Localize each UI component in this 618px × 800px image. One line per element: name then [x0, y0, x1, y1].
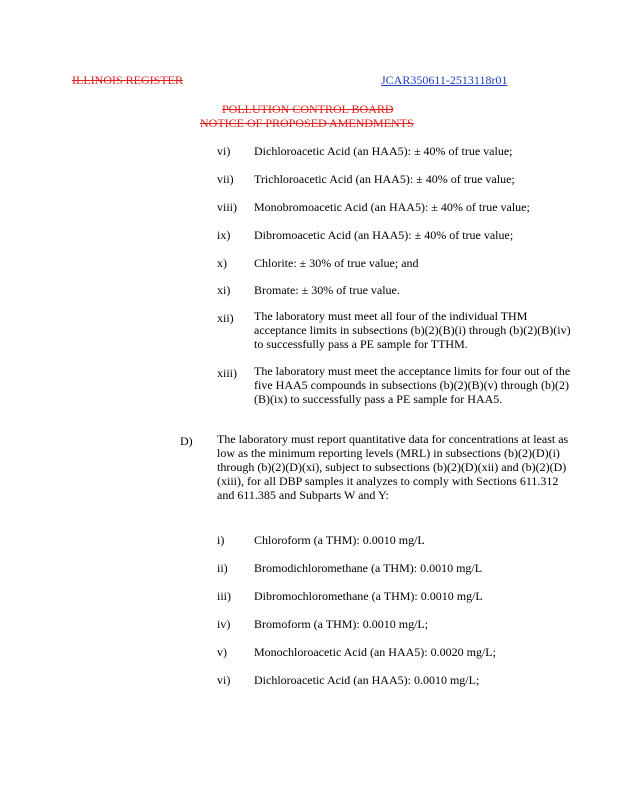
list-item-number: ii) [217, 561, 228, 575]
list-item-number: xi) [217, 283, 231, 297]
list-item-number: iv) [217, 617, 231, 631]
document-code-link[interactable]: JCAR350611-2513118r01 [381, 73, 508, 87]
list-item-number: v) [217, 645, 227, 659]
list-item-number: ix) [217, 228, 231, 242]
list-item-number: vi) [217, 673, 231, 687]
list-item-text: Bromodichloromethane (a THM): 0.0010 mg/L [254, 561, 483, 575]
list-item-text: Trichloroacetic Acid (an HAA5): ± 40% of true value; [254, 172, 515, 186]
list-item-number: vii) [217, 172, 234, 186]
list-item-text: Chloroform (a THM): 0.0010 mg/L [254, 533, 425, 547]
list-item-text: Chlorite: ± 30% of true value; and [254, 256, 419, 270]
list-item-text: Bromate: ± 30% of true value. [254, 283, 400, 297]
section-d-text: The laboratory must report quantitative data for concentrations at least as low as the minimum reporting levels (MRL) in subsections (b)(2)(D)(i) through (b)(2)(D)(xi), subject to subsections (b)(2)(D)(xii) and (b)(2)(D)(xiii), for all DBP samples it analyzes to comply with Sections 611.312 and 611.385 and Subparts W and Y: [217, 432, 569, 502]
notice-title: NOTICE OF PROPOSED AMENDMENTS [200, 116, 414, 130]
list-item-text: Monochloroacetic Acid (an HAA5): 0.0020 mg/L; [254, 645, 496, 659]
list-item-number: viii) [217, 200, 237, 214]
list-item-number: iii) [217, 589, 231, 603]
register-title: ILLINOIS REGISTER [72, 73, 183, 87]
board-title: POLLUTION CONTROL BOARD [222, 102, 394, 116]
list-item-number: xiii) [217, 366, 237, 380]
list-item-text: Dibromochloromethane (a THM): 0.0010 mg/L [254, 589, 483, 603]
list-item-text: Monobromoacetic Acid (an HAA5): ± 40% of true value; [254, 200, 530, 214]
list-item-text: Dichloroacetic Acid (an HAA5): 0.0010 mg/L; [254, 673, 480, 687]
list-item-number: i) [217, 533, 225, 547]
list-item-text: Dibromoacetic Acid (an HAA5): ± 40% of true value; [254, 228, 514, 242]
list-item-text: Bromoform (a THM): 0.0010 mg/L; [254, 617, 429, 631]
list-item-number: x) [217, 256, 227, 270]
list-item-text: Dichloroacetic Acid (an HAA5): ± 40% of true value; [254, 144, 513, 158]
list-item-text: The laboratory must meet the acceptance limits for four out of the five HAA5 compounds in subsections (b)(2)(B)(v) through (b)(2)(B)(ix) to successfully pass a PE sample for HAA5. [254, 364, 571, 406]
list-item-text: The laboratory must meet all four of the individual THM acceptance limits in subsections (b)(2)(B)(i) through (b)(2)(B)(iv) to successfully pass a PE sample for TTHM. [254, 309, 571, 351]
list-item-number: xii) [217, 311, 234, 325]
section-d-label: D) [180, 434, 193, 448]
list-item-number: vi) [217, 144, 231, 158]
